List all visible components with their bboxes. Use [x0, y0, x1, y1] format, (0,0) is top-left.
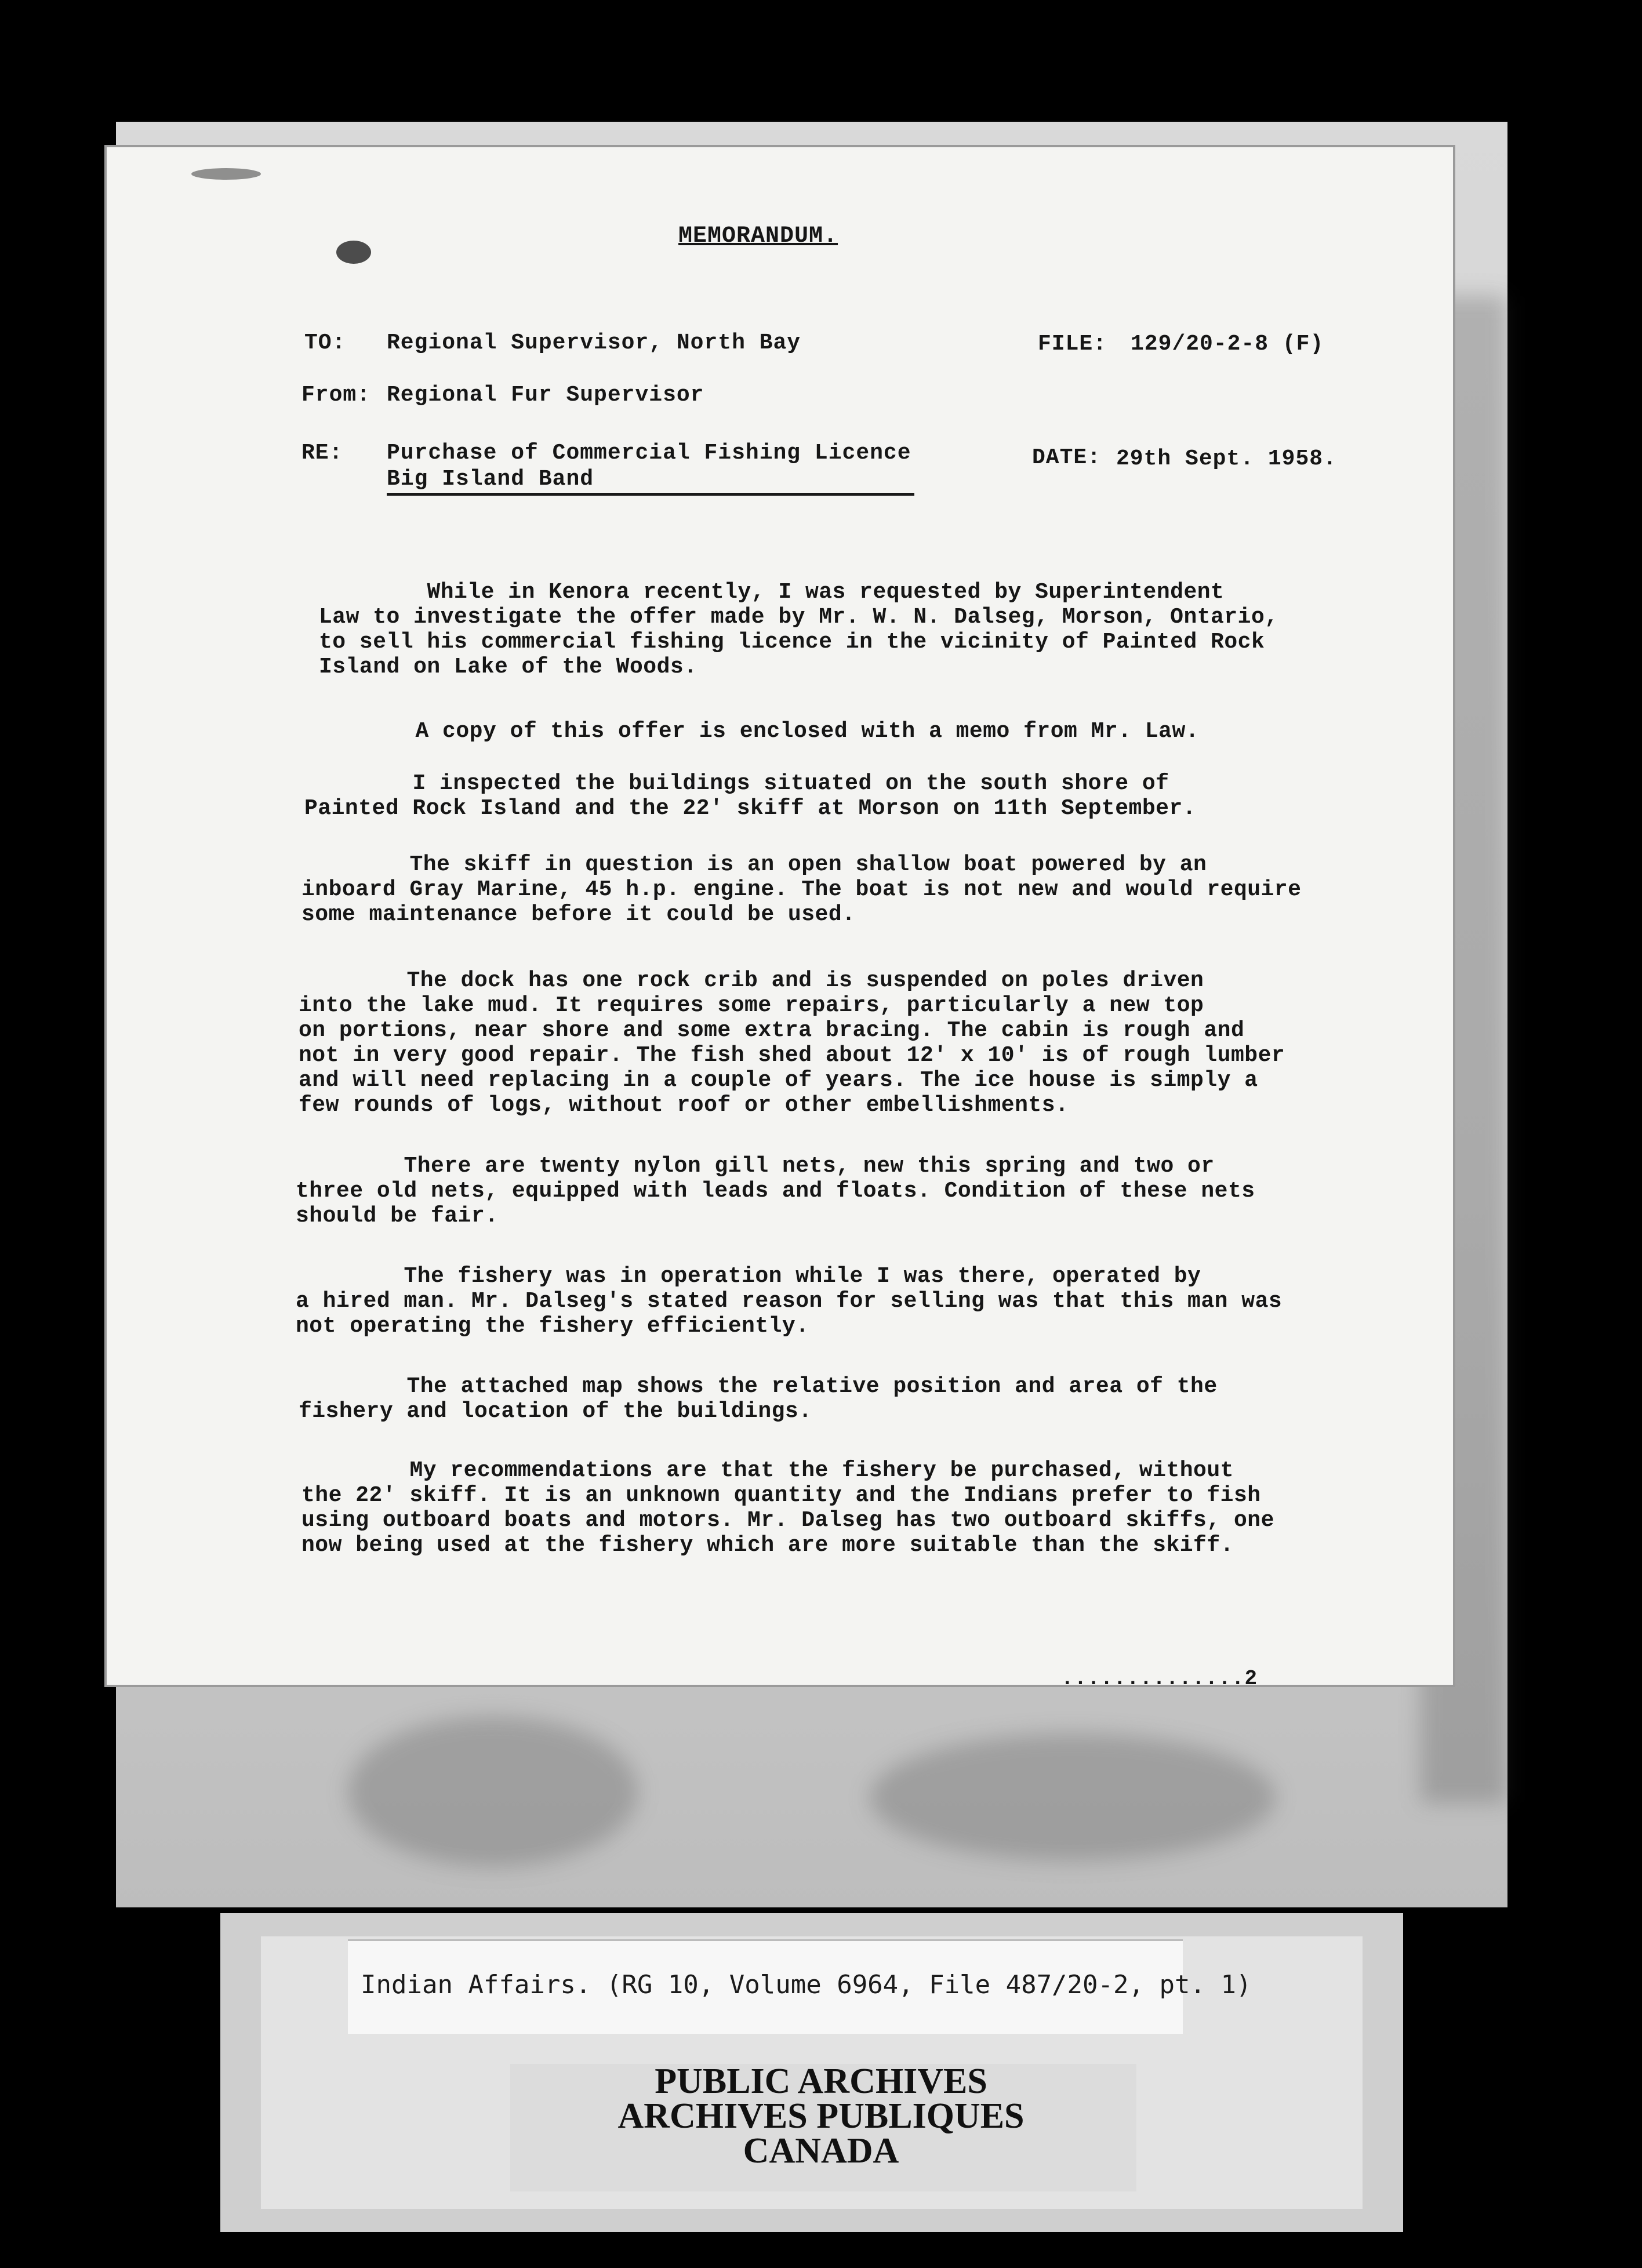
stamp-line-1: PUBLIC ARCHIVES	[655, 2062, 987, 2101]
ink-stain	[336, 241, 371, 264]
continuation-marker: ..............2	[1061, 1667, 1258, 1691]
memo-page	[104, 145, 1455, 1691]
memo-title: MEMORANDUM.	[678, 223, 838, 249]
date-label: DATE:	[1032, 445, 1102, 470]
paragraph: The dock has one rock crib and is suspended on poles driven into the lake mud. It requires some repairs, particularly a new top on portions, near shore and some extra bracing. The cabin is rough and not in very good repair. The fish shed about 12' x 10' is of rough lumber and will need replacing in a couple of years. The ice house is simply a few rounds of logs, without roof or other embellishments.	[299, 968, 1285, 1118]
archive-reference-label	[348, 1939, 1252, 2034]
file-label: FILE:	[1038, 332, 1107, 357]
stamp-line-2: ARCHIVES PUBLIQUES	[617, 2096, 1025, 2136]
date-value: 29th Sept. 1958.	[1116, 446, 1337, 471]
paragraph: While in Kenora recently, I was requested by Superintendent Law to investigate the offer made by Mr. W. N. Dalseg, Morson, Ontario, to sell his commercial fishing licence in the vicinity of Painted Rock Island on Lake of the Woods.	[319, 580, 1278, 679]
re-underline	[387, 493, 914, 496]
paragraph: I inspected the buildings situated on the south shore of Painted Rock Island and the 22' skiff at Morson on 11th September.	[304, 771, 1197, 821]
paragraph: The skiff in question is an open shallow boat powered by an inboard Gray Marine, 45 h.p. engine. The boat is not new and would require some maintenance before it could be used.	[301, 852, 1302, 927]
paragraph: The fishery was in operation while I was there, operated by a hired man. Mr. Dalseg's stated reason for selling was that this man was not operating the fishery efficiently.	[296, 1264, 1283, 1339]
ink-stain	[191, 168, 261, 180]
re-line-1: Purchase of Commercial Fishing Licence	[387, 441, 911, 466]
paragraph: There are twenty nylon gill nets, new this spring and two or three old nets, equipped with leads and floats. Condition of these nets should be fair.	[296, 1154, 1255, 1228]
stamp-line-3: CANADA	[743, 2131, 899, 2171]
archive-stamp	[0, 2062, 1642, 2171]
re-line-2: Big Island Band	[387, 467, 594, 492]
from-label: From:	[301, 383, 371, 408]
from-value: Regional Fur Supervisor	[387, 383, 704, 408]
paragraph: My recommendations are that the fishery be purchased, without the 22' skiff. It is an unknown quantity and the Indians prefer to fish using outboard boats and motors. Mr. Dalseg has two outboard skiffs, one now being used at the fishery which are more suitable than the skiff.	[301, 1458, 1274, 1558]
to-label: TO:	[304, 330, 346, 355]
re-label: RE:	[301, 441, 343, 466]
paragraph: A copy of this offer is enclosed with a memo from Mr. Law.	[307, 719, 1200, 744]
to-value: Regional Supervisor, North Bay	[387, 330, 801, 355]
file-value: 129/20-2-8 (F)	[1131, 332, 1324, 357]
archive-reference: Indian Affairs. (RG 10, Volume 6964, File 487/20-2, pt. 1)	[361, 1970, 1252, 2000]
paragraph: The attached map shows the relative position and area of the fishery and location of the buildings.	[299, 1374, 1218, 1424]
